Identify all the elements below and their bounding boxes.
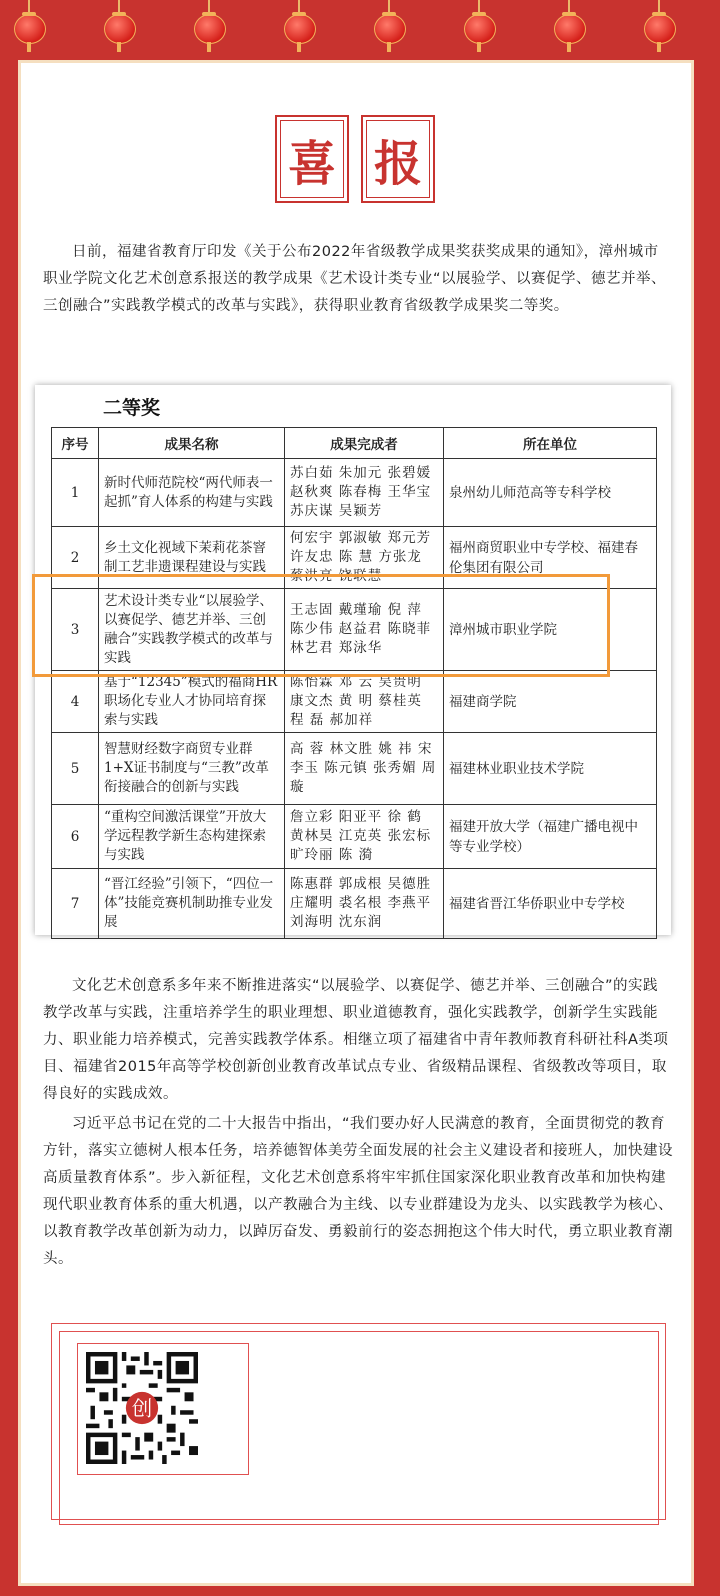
row-unit: 福建省晋江华侨职业中专学校: [444, 869, 657, 939]
row-members: 何宏宇 郭淑敏 郑元芳 许友忠 陈 慧 方张龙 蔡洪亮 饶联慧: [285, 527, 444, 589]
title-char-2: 报: [373, 135, 422, 192]
qr-logo-text: 创: [131, 1396, 153, 1421]
row-no: 4: [52, 671, 99, 733]
row-unit: 福建林业职业技术学院: [444, 733, 657, 805]
row-unit: 福州商贸职业中专学校、福建春伦集团有限公司: [444, 527, 657, 589]
row-unit: 福建商学院: [444, 671, 657, 733]
header-unit: 所在单位: [444, 428, 657, 459]
row-members: 陈惠群 郭成根 吴德胜 庄耀明 裘名根 李燕平 刘海明 沈东润: [285, 869, 444, 939]
row-name: 艺术设计类专业“以展验学、以赛促学、德艺并举、三创融合”实践教学模式的改革与实践: [99, 589, 285, 671]
row-name: 智慧财经数字商贸专业群1+X证书制度与“三教”改革衔接融合的创新与实践: [99, 733, 285, 805]
row-name: “重构空间激活课堂”开放大学远程教学新生态构建探索与实践: [99, 805, 285, 869]
row-no: 7: [52, 869, 99, 939]
qr-code-icon[interactable]: [86, 1352, 198, 1464]
table-row: [52, 805, 657, 869]
award-table: [51, 427, 657, 939]
row-members: 詹立彩 阳亚平 徐 鹤 黄林昊 江克英 张宏标 旷玲丽 陈 漪: [285, 805, 444, 869]
header-no: 序号: [52, 428, 99, 459]
row-name: 新时代师范院校“两代师表一起抓”育人体系的构建与实践: [99, 459, 285, 527]
content-paper: [18, 60, 694, 1586]
table-row: [52, 459, 657, 527]
row-no: 3: [52, 589, 99, 671]
table-header-row: [52, 428, 657, 459]
lantern-banner: [0, 0, 720, 60]
body-paragraph-1: 文化艺术创意系多年来不断推进落实“以展验学、以赛促学、德艺并举、三创融合”的实践教学改革与实践，注重培养学生的职业理想、职业道德教育，强化实践教学，创新学生实践能力、职业能力培养模式，完善实践教学体系。相继立项了福建省中青年教师教育科研社科A类项目、福建省2015年高等学校创新创业教育改革试点专业、省级精品课程、省级教改等项目，取得良好的实践成效。: [43, 978, 669, 1102]
row-name: “晋江经验”引领下，“四位一体”技能竞赛机制助推专业发展: [99, 869, 285, 939]
page-title: [275, 115, 440, 205]
lantern-icon: [194, 14, 224, 44]
row-members: 高 蓉 林文胜 姚 祎 宋李玉 陈元镇 张秀媚 周 璇: [285, 733, 444, 805]
row-unit: 福建开放大学（福建广播电视中等专业学校）: [444, 805, 657, 869]
award-title: 二等奖: [103, 397, 161, 419]
row-members: 王志固 戴瑾瑜 倪 萍 陈少伟 赵益君 陈晓菲 林艺君 郑泳华: [285, 589, 444, 671]
title-char-1: 喜: [287, 135, 336, 192]
title-char-box: [361, 115, 435, 203]
row-unit: 漳州城市职业学院: [444, 589, 657, 671]
intro-paragraph: 日前，福建省教育厅印发《关于公布2022年省级教学成果奖获奖成果的通知》，漳州城市职业学院文化艺术创意系报送的教学成果《艺术设计类专业“以展验学、以赛促学、德艺并举、三创融合”实践教学模式的改革与实践》，获得职业教育省级教学成果奖二等奖。: [43, 244, 667, 314]
row-no: 2: [52, 527, 99, 589]
lantern-icon: [554, 14, 584, 44]
lantern-icon: [374, 14, 404, 44]
row-name: 乡土文化视域下茉莉花茶窨制工艺非遗课程建设与实践: [99, 527, 285, 589]
title-char-box: [275, 115, 349, 203]
lantern-icon: [464, 14, 494, 44]
body-paragraph-2: 习近平总书记在党的二十大报告中指出，“我们要办好人民满意的教育，全面贯彻党的教育方针，落实立德树人根本任务，培养德智体美劳全面发展的社会主义建设者和接班人，加快建设高质量教育体系”。步入新征程，文化艺术创意系将牢牢抓住国家深化职业教育改革和加快构建现代职业教育体系的重大机遇，以产教融合为主线、以专业群建设为龙头、以实践教学为核心、以教育教学改革创新为动力，以踔厉奋发、勇毅前行的姿态拥抱这个伟大时代，勇立职业教育潮头。: [43, 1116, 673, 1267]
row-no: 1: [52, 459, 99, 527]
header-name: 成果名称: [99, 428, 285, 459]
table-row: [52, 671, 657, 733]
row-no: 5: [52, 733, 99, 805]
table-row: [52, 733, 657, 805]
lantern-icon: [284, 14, 314, 44]
row-members: 陈怡霖 邓 云 吴贵明 康文杰 黄 明 蔡桂英 程 磊 郝加祥: [285, 671, 444, 733]
lantern-icon: [14, 14, 44, 44]
row-name: 基于“12345”模式的福商HR职场化专业人才协同培育探索与实践: [99, 671, 285, 733]
row-members: 苏白茹 朱加元 张碧媛 赵秋爽 陈春梅 王华宝 苏庆谋 吴颖芳: [285, 459, 444, 527]
table-row: [52, 869, 657, 939]
qr-box: [77, 1343, 249, 1475]
lantern-icon: [644, 14, 674, 44]
highlight-box: [32, 574, 610, 677]
lantern-icon: [104, 14, 134, 44]
row-no: 6: [52, 805, 99, 869]
row-unit: 泉州幼儿师范高等专科学校: [444, 459, 657, 527]
header-members: 成果完成者: [285, 428, 444, 459]
